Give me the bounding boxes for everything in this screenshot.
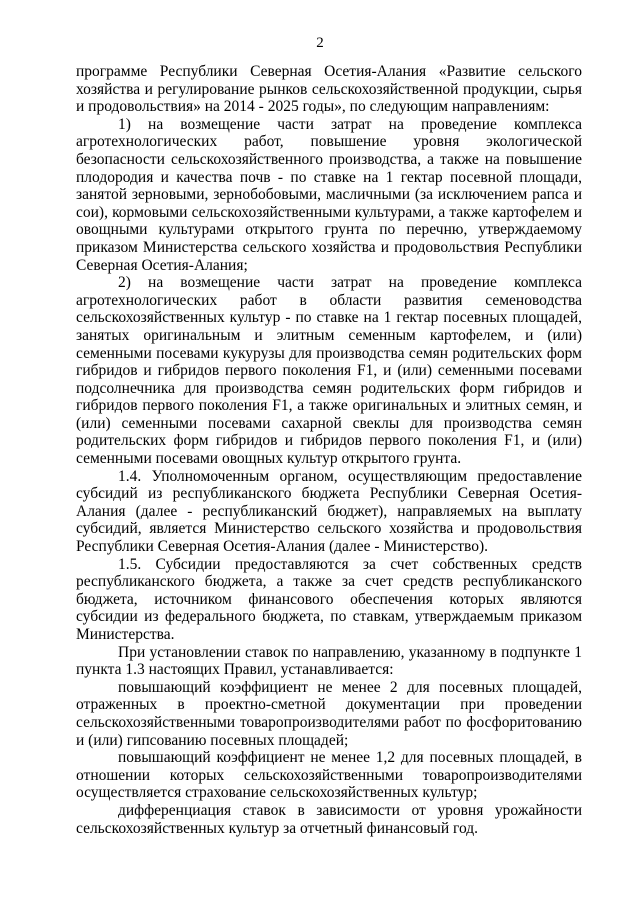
paragraph-rates-intro: При установлении ставок по направлению, указанному в подпункте 1 пункта 1.3 настоящих Правил, устанавливается:	[76, 643, 582, 679]
paragraph-coefficient-1-2: повышающий коэффициент не менее 1,2 для посевных площадей, в отношении которых сельскохозяйственными товаропроизводителями осуществляется страхование сельскохозяйственных культур;	[76, 749, 582, 802]
paragraph-direction-2: 2) на возмещение части затрат на проведение комплекса агротехнологических работ в области развития семеноводства сельскохозяйственных культур - по ставке на 1 гектар посевных площадей, занятых оригинальным и элитным семенным картофелем, и (или) семенными посевами кукурузы для производства семян родительских форм гибридов и гибридов первого поколения F1, и (или) семенными посевами подсолнечника для производства семян родительских форм гибридов и гибридов первого поколения F1, а также оригинальных и элитных семян, и (или) семенными посевами сахарной свеклы для производства семян родительских форм гибридов и гибридов первого поколения F1, и (или) семенными посевами овощных культур открытого грунта.	[76, 274, 582, 468]
paragraph-clause-1-4: 1.4. Уполномоченным органом, осуществляющим предоставление субсидий из республиканского бюджета Республики Северная Осетия-Алания (далее - республиканский бюджет), направляемых на выплату субсидий, является Министерство сельского хозяйства и продовольствия Республики Северная Осетия-Алания (далее - Министерство).	[76, 467, 582, 556]
document-body	[76, 63, 582, 837]
paragraph-coefficient-2: повышающий коэффициент не менее 2 для посевных площадей, отраженных в проектно-сметной документации при проведении сельскохозяйственными товаропроизводителями работ по фосфоритованию и (или) гипсованию посевных площадей;	[76, 678, 582, 749]
paragraph-differentiation: дифференциация ставок в зависимости от уровня урожайности сельскохозяйственных культур за отчетный финансовый год.	[76, 801, 582, 837]
page-number: 2	[316, 35, 324, 51]
paragraph-clause-1-5: 1.5. Субсидии предоставляются за счет собственных средств республиканского бюджета, а также за счет средств республиканского бюджета, источником финансового обеспечения которых являются субсидии из федерального бюджета, по ставкам, утверждаемым приказом Министерства.	[76, 555, 582, 643]
paragraph-direction-1: 1) на возмещение части затрат на проведение комплекса агротехнологических работ, повышение уровня экологической безопасности сельскохозяйственного производства, а также на повышение плодородия и качества почв - по ставке на 1 гектар посевной площади, занятой зерновыми, зернобобовыми, масличными (за исключением рапса и сои), кормовыми сельскохозяйственными культурами, а также картофелем и овощными культурами открытого грунта по перечню, утверждаемому приказом Министерства сельского хозяйства и продовольствия Республики Северная Осетия-Алания;	[76, 115, 582, 274]
paragraph-continuation: программе Республики Северная Осетия-Алания «Развитие сельского хозяйства и регулирование рынков сельскохозяйственной продукции, сырья и продовольствия» на 2014 - 2025 годы», по следующим направлениям:	[76, 63, 582, 116]
